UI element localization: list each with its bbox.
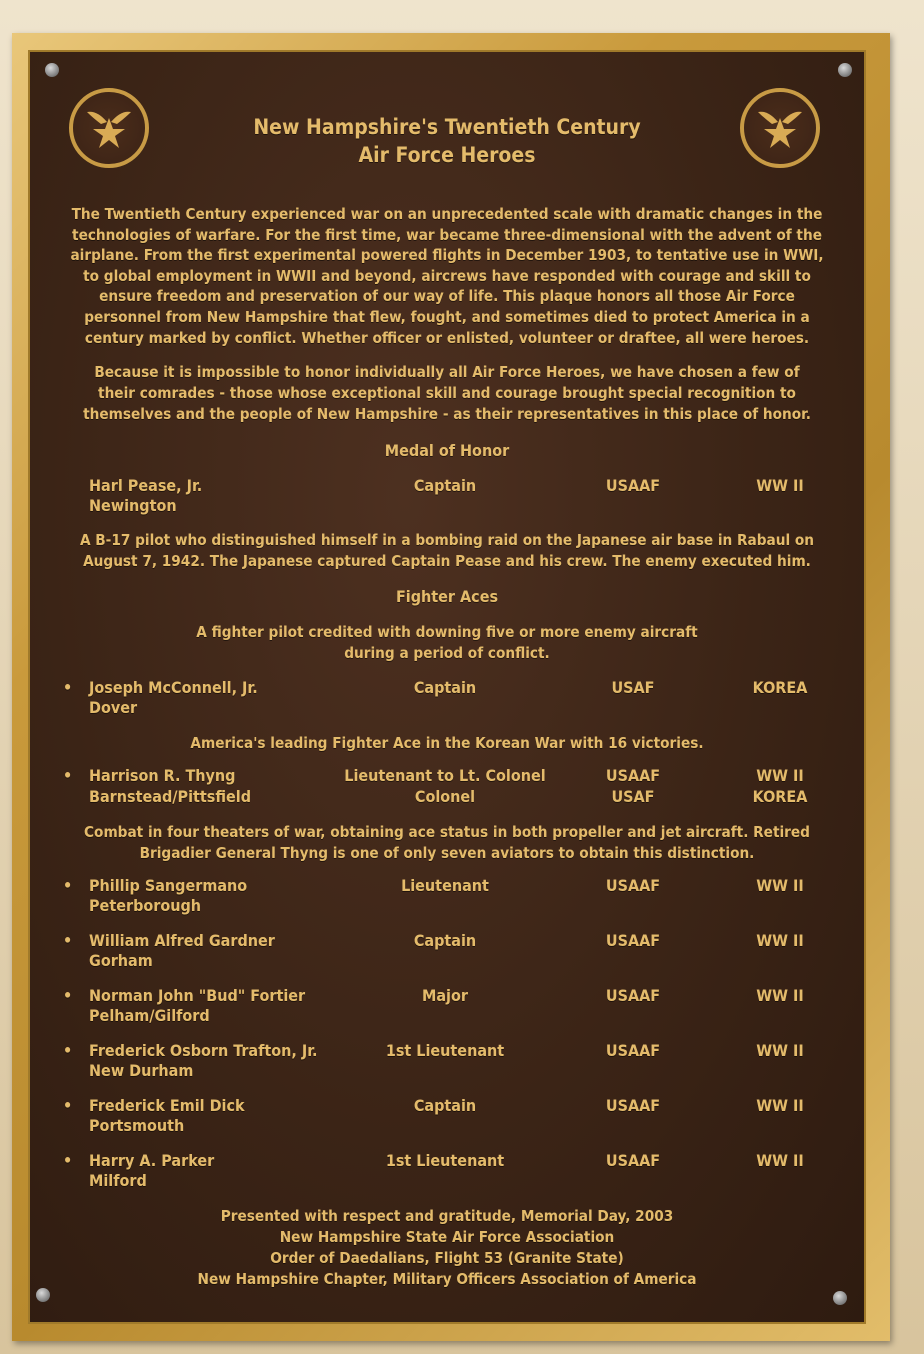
honoree-town: New Durham [89, 1061, 194, 1080]
honoree-war: WW II [756, 766, 804, 785]
fighter-aces-heading: Fighter Aces [395, 587, 499, 606]
honoree-town: Gorham [89, 951, 153, 970]
bullet: • [63, 931, 73, 950]
bullet: • [63, 766, 73, 785]
honoree-service: USAAF [605, 1041, 661, 1060]
bullet: • [63, 678, 73, 697]
honoree-service: USAAF [605, 766, 661, 785]
screw-icon [36, 1288, 50, 1302]
honoree-service: USAAF [605, 986, 661, 1005]
honoree-war: WW II [756, 1151, 804, 1170]
honoree-name: Norman John "Bud" Fortier [89, 986, 306, 1005]
footer-line: New Hampshire Chapter, Military Officers Association of America [197, 1270, 697, 1288]
intro2-line: their comrades - those whose exceptional skill and courage brought special recognition to [98, 384, 796, 402]
intro2-line: Because it is impossible to honor individually all Air Force Heroes, we have chosen a few of [94, 363, 800, 381]
honoree-war: WW II [756, 1096, 804, 1115]
footer-line: New Hampshire State Air Force Association [279, 1228, 615, 1246]
intro-line: The Twentieth Century experienced war on an unprecedented scale with dramatic changes in the [71, 205, 823, 223]
intro-line: technologies of warfare. For the first time, war became three-dimensional with the advent of the [72, 226, 822, 244]
thyng-description-line: Combat in four theaters of war, obtaining ace status in both propeller and jet aircraft. Retired [84, 823, 810, 841]
honoree-rank: Captain [413, 931, 477, 950]
honoree-rank: Captain [413, 1096, 477, 1115]
honoree-name: Harl Pease, Jr. [89, 476, 203, 495]
honoree-name: Harry A. Parker [89, 1151, 215, 1170]
honoree-war: WW II [756, 986, 804, 1005]
honoree-rank: Lieutenant [401, 876, 489, 895]
honoree-rank: Colonel [414, 787, 476, 806]
honoree-rank: Captain [413, 678, 477, 697]
honoree-name: Harrison R. Thyng [89, 766, 236, 785]
honoree-town: Pelham/Gilford [89, 1006, 210, 1025]
honoree-name: Phillip Sangermano [89, 876, 248, 895]
honoree-war: WW II [756, 931, 804, 950]
medal-of-honor-heading: Medal of Honor [384, 441, 510, 460]
footer-line: Presented with respect and gratitude, Memorial Day, 2003 [220, 1207, 674, 1225]
honoree-town: Barnstead/Pittsfield [89, 787, 252, 806]
screw-icon [838, 63, 852, 77]
honoree-name: William Alfred Gardner [89, 931, 275, 950]
mcconnell-description: America's leading Fighter Ace in the Korean War with 16 victories. [190, 734, 704, 752]
air-force-wing-star-emblem-icon [69, 88, 149, 168]
honoree-name: Joseph McConnell, Jr. [89, 678, 258, 697]
footer-line: Order of Daedalians, Flight 53 (Granite State) [270, 1249, 624, 1267]
honoree-rank: Major [422, 986, 468, 1005]
pease-description-line: August 7, 1942. The Japanese captured Captain Pease and his crew. The enemy executed him. [83, 552, 811, 570]
honoree-war: WW II [756, 476, 804, 495]
honoree-service: USAF [611, 787, 655, 806]
honoree-war: KOREA [752, 678, 808, 697]
intro-line: airplane. From the first experimental powered flights in December 1903, to tentative use in WWI, [70, 246, 824, 264]
intro-line: century marked by conflict. Whether officer or enlisted, volunteer or draftee, all were heroes. [84, 329, 810, 347]
intro-line: personnel from New Hampshire that flew, fought, and sometimes died to protect America in a [84, 308, 810, 326]
bullet: • [63, 876, 73, 895]
honoree-name: Frederick Osborn Trafton, Jr. [89, 1041, 318, 1060]
honoree-town: Dover [89, 698, 138, 717]
honoree-name: Frederick Emil Dick [89, 1096, 245, 1115]
honoree-war: WW II [756, 876, 804, 895]
bullet: • [63, 1096, 73, 1115]
honoree-service: USAF [611, 678, 655, 697]
screw-icon [833, 1291, 847, 1305]
thyng-description-line: Brigadier General Thyng is one of only seven aviators to obtain this distinction. [139, 844, 755, 862]
plaque-title-line2: Air Force Heroes [358, 143, 536, 167]
bullet: • [63, 986, 73, 1005]
aces-definition-line: A fighter pilot credited with downing five or more enemy aircraft [196, 623, 698, 641]
honoree-service: USAAF [605, 1096, 661, 1115]
intro2-line: themselves and the people of New Hampshire - as their representatives in this place of honor. [83, 405, 811, 423]
honoree-service: USAAF [605, 876, 661, 895]
honoree-rank: Captain [413, 476, 477, 495]
intro-line: ensure freedom and preservation of our way of life. This plaque honors all those Air Force [99, 287, 795, 305]
honoree-war: KOREA [752, 787, 808, 806]
honoree-town: Newington [89, 496, 177, 515]
honoree-rank: Lieutenant to Lt. Colonel [344, 766, 546, 785]
pease-description-line: A B-17 pilot who distinguished himself in a bombing raid on the Japanese air base in Rabaul on [79, 531, 815, 549]
honoree-town: Milford [89, 1171, 147, 1190]
honoree-rank: 1st Lieutenant [385, 1151, 505, 1170]
aces-definition-line: during a period of conflict. [344, 644, 550, 662]
bullet: • [63, 1041, 73, 1060]
air-force-wing-star-emblem-icon [740, 88, 820, 168]
honoree-war: WW II [756, 1041, 804, 1060]
screw-icon [45, 63, 59, 77]
intro-line: to global employment in WWII and beyond, aircrews have responded with courage and skill to [83, 267, 811, 285]
honoree-town: Portsmouth [89, 1116, 185, 1135]
honoree-town: Peterborough [89, 896, 202, 915]
plaque-title-line1: New Hampshire's Twentieth Century [253, 115, 641, 139]
honoree-service: USAAF [605, 1151, 661, 1170]
honoree-rank: 1st Lieutenant [385, 1041, 505, 1060]
honoree-service: USAAF [605, 476, 661, 495]
honoree-service: USAAF [605, 931, 661, 950]
bullet: • [63, 1151, 73, 1170]
